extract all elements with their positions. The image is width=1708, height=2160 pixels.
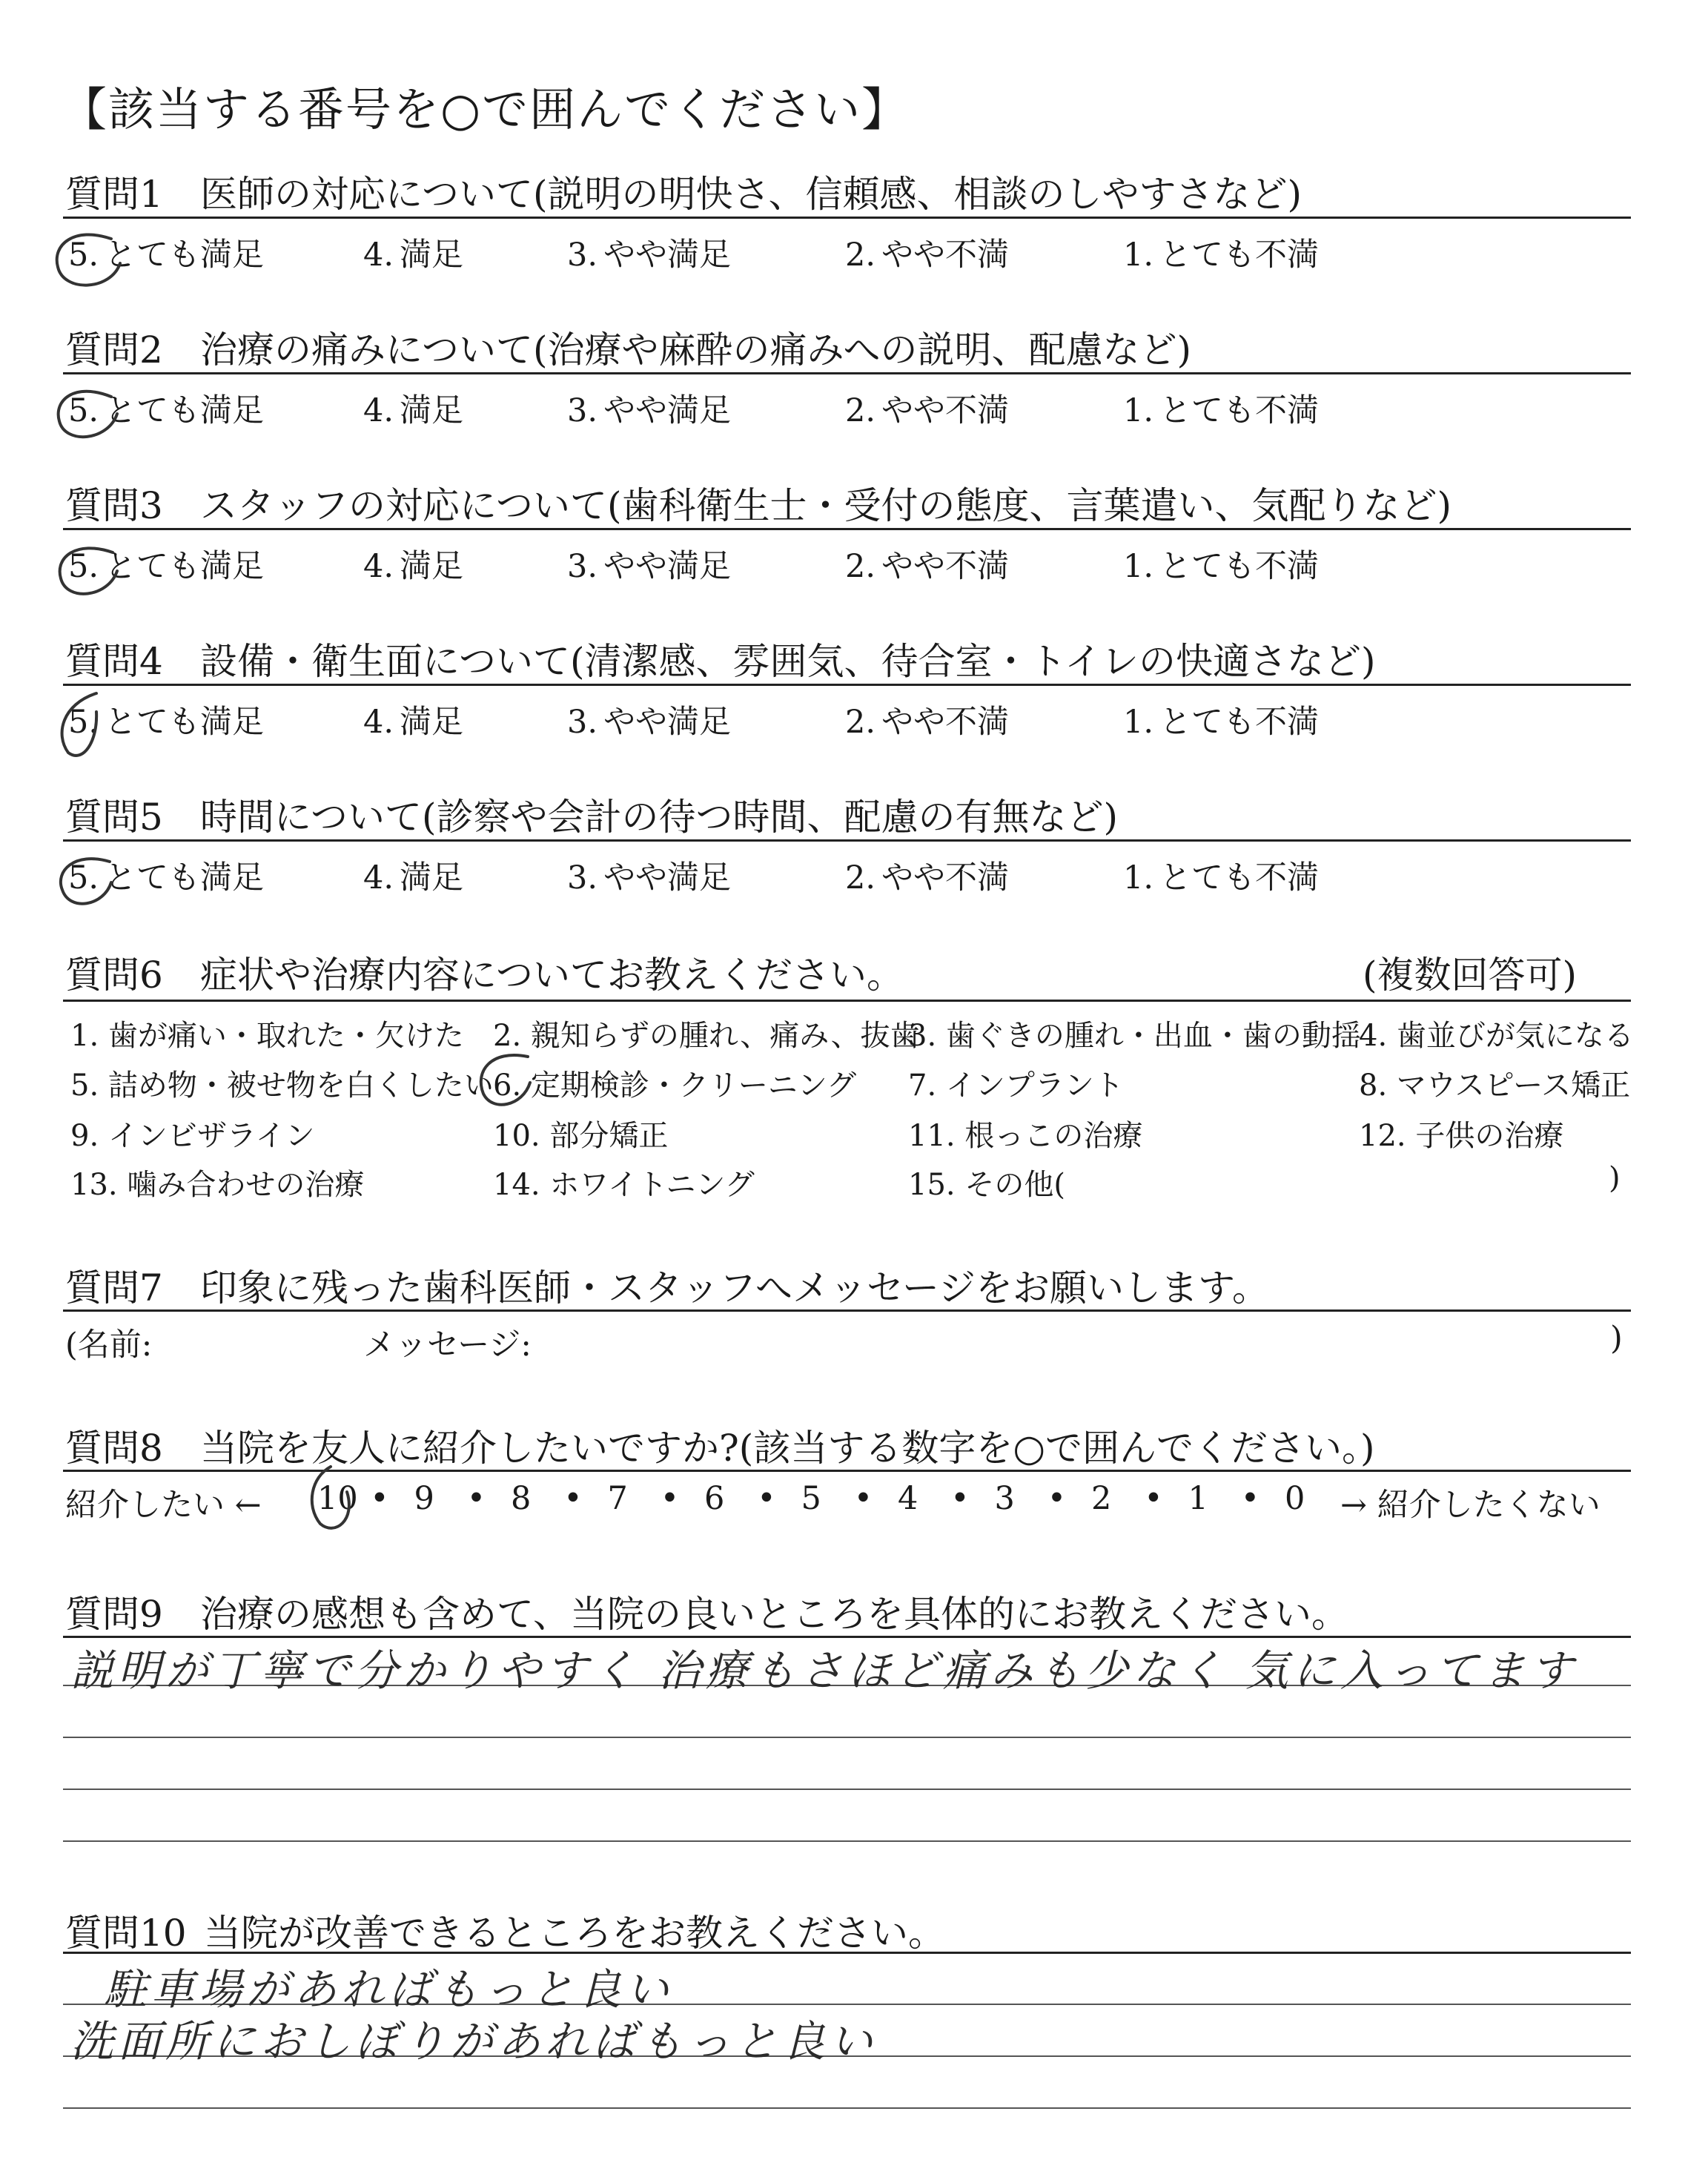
option-label: とても満足 xyxy=(105,392,265,429)
option-label: やや不満 xyxy=(881,859,1010,896)
q6-option-2[interactable]: 2. 親知らずの腫れ、痛み、抜歯 xyxy=(493,1019,920,1053)
q8-scale-dot: • xyxy=(853,1480,873,1517)
q8-scale-10[interactable]: 10 xyxy=(317,1480,358,1517)
q8-scale-dot: • xyxy=(563,1480,583,1517)
option-label: とても不満 xyxy=(1159,392,1320,429)
q8-scale-9[interactable]: 9 xyxy=(414,1480,434,1517)
q6-option-6[interactable]: 6. 定期検診・クリーニング xyxy=(493,1069,857,1103)
circle-mark-q3 xyxy=(60,548,117,594)
q5-text: 時間について(診察や会計の待つ時間、配慮の有無など) xyxy=(200,796,1119,839)
option-label: やや不満 xyxy=(881,237,1010,274)
option-number: 5. xyxy=(68,859,99,896)
q10-text: 当院が改善できるところをお教えください。 xyxy=(204,1912,945,1955)
option-label: やや満足 xyxy=(603,859,732,896)
option-label: やや不満 xyxy=(881,392,1010,429)
q6-option-5[interactable]: 5. 詰め物・被せ物を白くしたい xyxy=(70,1069,494,1103)
q6-option-15[interactable]: 15. その他( xyxy=(908,1168,1065,1202)
q10-label: 質問10 xyxy=(65,1912,187,1955)
q8-scale-8[interactable]: 8 xyxy=(511,1480,532,1517)
q6-option-13[interactable]: 13. 噛み合わせの治療 xyxy=(70,1168,365,1202)
option-label: とても不満 xyxy=(1159,548,1320,585)
q6-option-1[interactable]: 1. 歯が痛い・取れた・欠けた xyxy=(70,1019,464,1053)
q7-message-label: メッセージ: xyxy=(363,1327,532,1364)
q8-left-label: 紹介したい ← xyxy=(65,1487,262,1524)
option-number: 2. xyxy=(845,392,876,429)
option-label: とても不満 xyxy=(1159,237,1320,274)
option-number: 5. xyxy=(68,704,99,741)
option-label: やや満足 xyxy=(603,392,732,429)
q8-scale-3[interactable]: 3 xyxy=(994,1480,1015,1517)
option-number: 1. xyxy=(1123,237,1154,274)
option-label: とても満足 xyxy=(105,548,265,585)
q8-scale-dot: • xyxy=(370,1480,389,1517)
q4-text: 設備・衛生面について(清潔感、雰囲気、待合室・トイレの快適さなど) xyxy=(200,640,1376,683)
circle-mark-q8 xyxy=(312,1467,349,1528)
q8-scale-6[interactable]: 6 xyxy=(704,1480,725,1517)
q6-close-paren: ) xyxy=(1609,1161,1621,1195)
q8-text: 当院を友人に紹介したいですか?(該当する数字を○で囲んでください。) xyxy=(200,1427,1375,1470)
q8-label: 質問8 xyxy=(65,1427,163,1470)
q6-option-7[interactable]: 7. インプラント xyxy=(908,1069,1124,1103)
option-number: 5. xyxy=(68,392,99,429)
page-title: 【該当する番号を○で囲んでください】 xyxy=(61,82,910,136)
circle-mark-q5 xyxy=(61,859,111,904)
option-number: 1. xyxy=(1123,704,1154,741)
option-number: 1. xyxy=(1123,392,1154,429)
circle-mark-q1 xyxy=(57,234,120,285)
option-label: 満足 xyxy=(400,392,464,429)
option-label: やや満足 xyxy=(603,237,732,274)
q1-label: 質問1 xyxy=(65,173,163,216)
q8-scale-1[interactable]: 1 xyxy=(1188,1480,1208,1517)
q1-text: 医師の対応について(説明の明快さ、信頼感、相談のしやすさなど) xyxy=(200,173,1302,216)
q8-scale-0[interactable]: 0 xyxy=(1285,1480,1305,1517)
q9-label: 質問9 xyxy=(65,1593,163,1636)
option-number: 3. xyxy=(567,548,598,585)
option-number: 2. xyxy=(845,237,876,274)
q3-text: スタッフの対応について(歯科衛生士・受付の態度、言葉遣い、気配りなど) xyxy=(200,484,1452,527)
circle-mark-q2 xyxy=(59,392,117,437)
q6-option-12[interactable]: 12. 子供の治療 xyxy=(1359,1119,1564,1153)
option-label: 満足 xyxy=(400,859,464,896)
option-label: とても満足 xyxy=(105,704,265,741)
option-number: 4. xyxy=(363,237,394,274)
q8-scale-4[interactable]: 4 xyxy=(898,1480,918,1517)
option-label: 満足 xyxy=(400,704,464,741)
option-label: 満足 xyxy=(400,548,464,585)
q2-text: 治療の痛みについて(治療や麻酔の痛みへの説明、配慮など) xyxy=(200,328,1192,371)
q10-handwritten-answer-1: 駐車場があればもっと良い xyxy=(104,1964,674,2015)
q8-scale-dot: • xyxy=(1144,1480,1163,1517)
circle-mark-q4 xyxy=(62,693,97,756)
option-label: やや不満 xyxy=(881,704,1010,741)
option-number: 3. xyxy=(567,392,598,429)
q9-text: 治療の感想も含めて、当院の良いところを具体的にお教えください。 xyxy=(200,1593,1348,1636)
q6-label: 質問6 xyxy=(65,954,163,997)
option-number: 2. xyxy=(845,704,876,741)
option-number: 1. xyxy=(1123,548,1154,585)
option-number: 3. xyxy=(567,859,598,896)
q8-right-label: → 紹介したくない xyxy=(1340,1487,1601,1524)
q6-text: 症状や治療内容についてお教えください。 xyxy=(200,954,904,997)
option-label: とても不満 xyxy=(1159,704,1320,741)
q8-scale-dot: • xyxy=(660,1480,680,1517)
q10-handwritten-answer-2: 洗面所におしぼりがあればもっと良い xyxy=(70,2016,878,2067)
option-label: やや不満 xyxy=(881,548,1010,585)
option-label: とても不満 xyxy=(1159,859,1320,896)
q8-scale-dot: • xyxy=(466,1480,486,1517)
q2-label: 質問2 xyxy=(65,328,163,371)
q8-scale-dot: • xyxy=(1047,1480,1067,1517)
circle-mark-q6 xyxy=(481,1055,530,1105)
q6-option-10[interactable]: 10. 部分矯正 xyxy=(493,1119,669,1153)
q8-scale-5[interactable]: 5 xyxy=(801,1480,821,1517)
option-number: 3. xyxy=(567,237,598,274)
q6-option-9[interactable]: 9. インビザライン xyxy=(70,1119,315,1153)
q8-scale-7[interactable]: 7 xyxy=(607,1480,628,1517)
q3-label: 質問3 xyxy=(65,484,163,527)
q6-option-3[interactable]: 3. 歯ぐきの腫れ・出血・歯の動揺 xyxy=(908,1019,1361,1053)
q4-label: 質問4 xyxy=(65,640,163,683)
option-number: 4. xyxy=(363,392,394,429)
q7-name-label: (名前: xyxy=(65,1327,153,1364)
q7-text: 印象に残った歯科医師・スタッフへメッセージをお願いします。 xyxy=(200,1266,1269,1309)
q6-note: (複数回答可) xyxy=(1363,954,1578,997)
q8-scale-2[interactable]: 2 xyxy=(1091,1480,1112,1517)
q6-option-4[interactable]: 4. 歯並びが気になる xyxy=(1359,1019,1634,1053)
q6-option-14[interactable]: 14. ホワイトニング xyxy=(493,1168,755,1202)
q5-label: 質問5 xyxy=(65,796,163,839)
option-number: 4. xyxy=(363,859,394,896)
q6-option-8[interactable]: 8. マウスピース矯正 xyxy=(1359,1069,1631,1103)
q7-close-paren: ) xyxy=(1610,1320,1623,1357)
option-number: 4. xyxy=(363,548,394,585)
option-label: 満足 xyxy=(400,237,464,274)
option-label: とても満足 xyxy=(105,859,265,896)
option-number: 5. xyxy=(68,548,99,585)
q8-scale-dot: • xyxy=(950,1480,970,1517)
q9-handwritten-answer: 説明が丁寧で分かりやすく 治療もさほど痛みも少なく 気に入ってます xyxy=(70,1645,1578,1696)
q6-option-11[interactable]: 11. 根っこの治療 xyxy=(908,1119,1143,1153)
option-label: やや満足 xyxy=(603,548,732,585)
q8-scale-dot: • xyxy=(757,1480,776,1517)
option-number: 3. xyxy=(567,704,598,741)
q8-scale-dot: • xyxy=(1240,1480,1260,1517)
option-number: 5. xyxy=(68,237,99,274)
option-label: やや満足 xyxy=(603,704,732,741)
option-number: 2. xyxy=(845,548,876,585)
option-number: 2. xyxy=(845,859,876,896)
option-label: とても満足 xyxy=(105,237,265,274)
q7-label: 質問7 xyxy=(65,1266,163,1309)
option-number: 1. xyxy=(1123,859,1154,896)
option-number: 4. xyxy=(363,704,394,741)
